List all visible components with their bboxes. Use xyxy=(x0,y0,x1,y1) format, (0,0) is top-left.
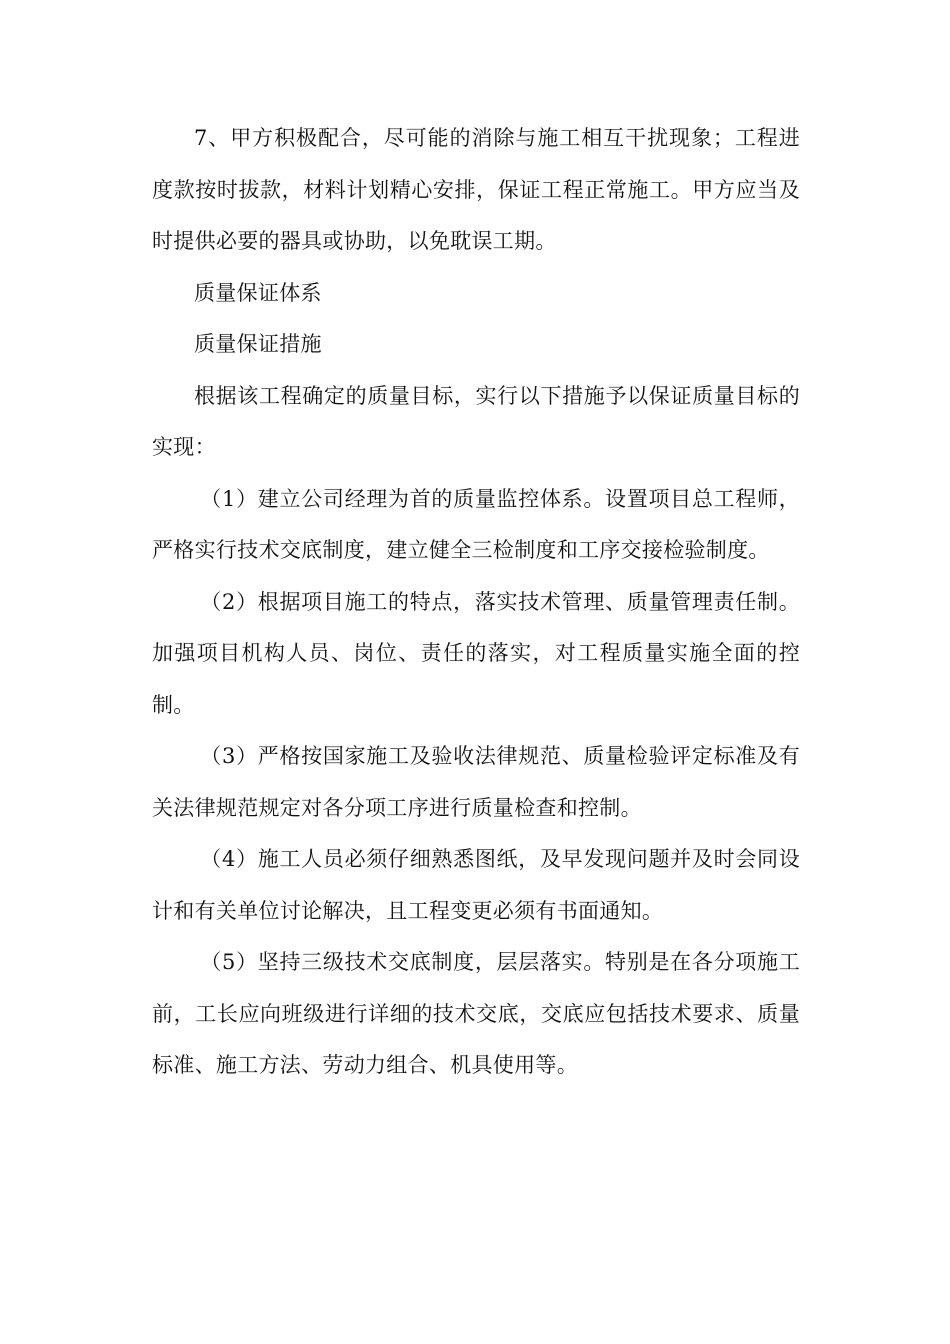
list-item-2: （2）根据项目施工的特点，落实技术管理、质量管理责任制。加强项目机构人员、岗位、责任的落实，对工程质量实施全面的控制。 xyxy=(152,589,800,717)
list-item-1: （1）建立公司经理为首的质量监控体系。设置项目总工程师，严格实行技术交底制度，建立健全三检制度和工序交接检验制度。 xyxy=(152,486,800,562)
paragraph-quality-target: 根据该工程确定的质量目标，实行以下措施予以保证质量目标的实现： xyxy=(152,383,800,459)
list-item-4: （4）施工人员必须仔细熟悉图纸，及早发现问题并及时会同设计和有关单位讨论解决，且工程变更必须有书面通知。 xyxy=(152,847,800,923)
paragraph-cooperation: 7、甲方积极配合，尽可能的消除与施工相互干扰现象；工程进度款按时拔款，材料计划精心安排，保证工程正常施工。甲方应当及时提供必要的器具或协助，以免耽误工期。 xyxy=(152,126,800,253)
document-body xyxy=(152,113,800,1092)
heading-quality-measures: 质量保证措施 xyxy=(194,332,322,356)
heading-quality-system: 质量保证体系 xyxy=(194,280,322,305)
list-item-5: （5）坚持三级技术交底制度，层层落实。特别是在各分项施工前，工长应向班级进行详细的技术交底，交底应包括技术要求、质量标准、施工方法、劳动力组合、机具使用等。 xyxy=(152,950,800,1077)
list-item-3: （3）严格按国家施工及验收法律规范、质量检验评定标准及有关法律规范规定对各分项工序进行质量检查和控制。 xyxy=(152,744,800,820)
